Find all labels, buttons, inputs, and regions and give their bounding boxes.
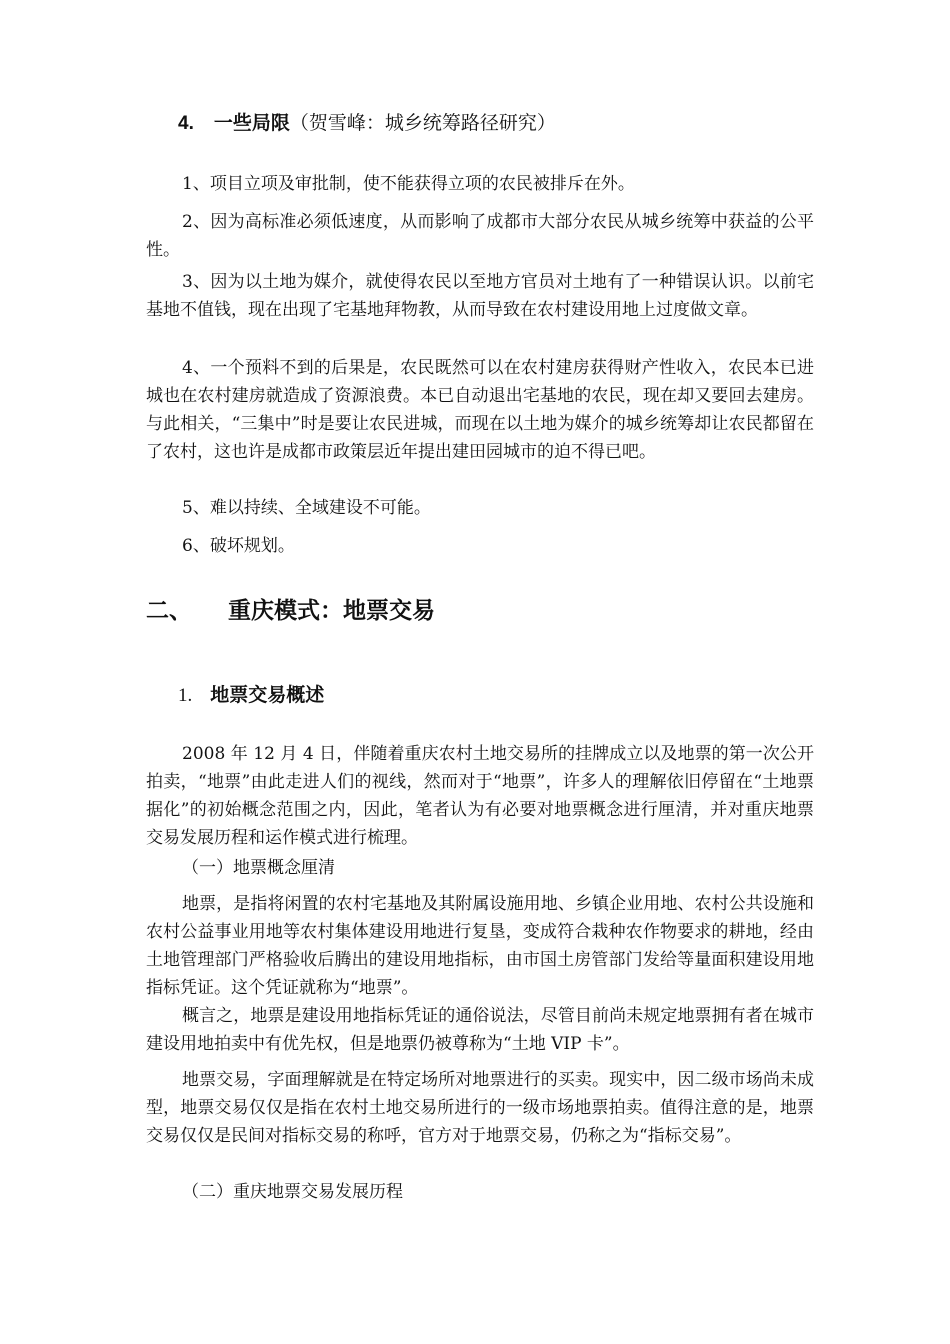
chapter-title: 重庆模式：地票交易 <box>228 597 435 624</box>
concept-paragraph-1: 地票，是指将闲置的农村宅基地及其附属设施用地、乡镇企业用地、农村公共设施和农村公益事业用地等农村集体建设用地进行复垦，变成符合栽种农作物要求的耕地，经由土地管理部门严格验收后腾出的建设用地指标，由市国土房管部门发给等量面积建设用地指标凭证。这个凭证就称为“地票”。 <box>146 894 814 998</box>
subsection-title-concept: （一）地票概念厘清 <box>182 858 335 878</box>
chapter-heading <box>146 592 435 625</box>
section-title: 地票交易概述 <box>210 684 325 706</box>
section-number: 4. <box>178 113 194 134</box>
chapter-number: 二、 <box>146 597 192 624</box>
concept-paragraph-2: 概言之，地票是建设用地指标凭证的通俗说法，尽管目前尚未规定地票拥有者在城市建设用地拍卖中有优先权，但是地票仍被尊称为“土地 VIP 卡”。 <box>146 1006 814 1054</box>
section-number: 1. <box>178 685 193 706</box>
concept-paragraph-3: 地票交易，字面理解就是在特定场所对地票进行的买卖。现实中，因二级市场尚未成型，地票交易仅仅是指在农村土地交易所进行的一级市场地票拍卖。值得注意的是，地票交易仅仅是民间对指标交易的称呼，官方对于地票交易，仍称之为“指标交易”。 <box>146 1070 814 1146</box>
limit-item-2: 2、因为高标准必须低速度，从而影响了成都市大部分农民从城乡统筹中获益的公平性。 <box>146 212 814 260</box>
section-heading-limits <box>178 108 556 135</box>
limit-item-1: 1、项目立项及审批制，使不能获得立项的农民被排斥在外。 <box>182 174 635 194</box>
limit-item-6: 6、破坏规划。 <box>182 536 295 556</box>
section-source: （贺雪峰：城乡统筹路径研究） <box>289 112 556 134</box>
section-title: 一些局限 <box>213 112 290 134</box>
section-heading-overview <box>178 680 324 707</box>
limit-item-3: 3、因为以土地为媒介，就使得农民以至地方官员对土地有了一种错误认识。以前宅基地不值钱，现在出现了宅基地拜物教，从而导致在农村建设用地上过度做文章。 <box>146 272 814 320</box>
limit-item-4: 4、一个预料不到的后果是，农民既然可以在农村建房获得财产性收入，农民本已进城也在农村建房就造成了资源浪费。本已自动退出宅基地的农民，现在却又要回去建房。与此相关，“三集中”时是要让农民进城，而现在以土地为媒介的城乡统筹却让农民都留在了农村，这也许是成都市政策层近年提出建田园城市的迫不得已吧。 <box>146 358 814 462</box>
overview-intro: 2008 年 12 月 4 日，伴随着重庆农村土地交易所的挂牌成立以及地票的第一次公开拍卖，“地票”由此走进人们的视线，然而对于“地票”，许多人的理解依旧停留在“土地票据化”的初始概念范围之内，因此，笔者认为有必要对地票概念进行厘清，并对重庆地票交易发展历程和运作模式进行梳理。 <box>146 744 814 848</box>
subsection-title-history: （二）重庆地票交易发展历程 <box>182 1182 403 1202</box>
limit-item-5: 5、难以持续、全域建设不可能。 <box>182 498 431 518</box>
